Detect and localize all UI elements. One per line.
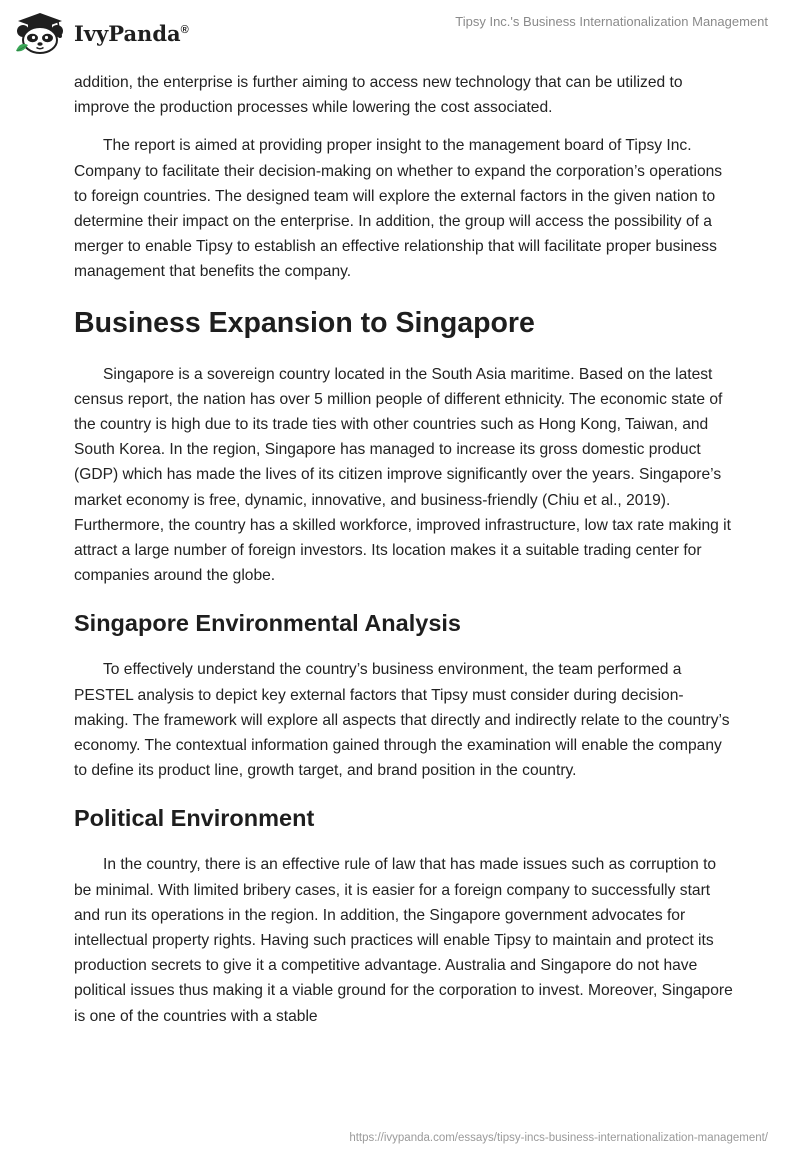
paragraph-pestel: To effectively understand the country’s business environment, the team performed a PESTEL analysis to depict key external factors that Tipsy must consider during decision-making. The framework will explore all aspects that directly and indirectly relate to the country’s economy. The contextual information gained through the examination will enable the company to define its product line, growth target, and brand position in the country. — [74, 661, 730, 780]
heading-environmental-analysis: Singapore Environmental Analysis — [74, 610, 461, 637]
registered-mark: ® — [180, 23, 189, 36]
source-url[interactable]: https://ivypanda.com/essays/tipsy-incs-business-internationalization-management/ — [349, 1132, 768, 1144]
ivypanda-logo[interactable] — [14, 10, 214, 56]
paragraph-singapore-overview: Singapore is a sovereign country located in the South Asia maritime. Based on the latest census report, the nation has over 5 million people of different ethnicity. The economic state of the country is high due to its trade ties with other countries such as Hong Kong, Taiwan, and South Korea. In the region, Singapore has managed to increase its gross domestic product (GDP) which has made the lives of its citizen improve significantly over the years. Singapore’s market economy is free, dynamic, innovative, and business-friendly (Chiu et al., 2019). Furthermore, the country has a skilled workforce, improved infrastructure, low tax rate making it attract a large number of foreign investors. Its location makes it a suitable trading center for companies around the globe. — [74, 365, 731, 585]
heading-business-expansion: Business Expansion to Singapore — [74, 306, 535, 339]
paragraph-report-aim: The report is aimed at providing proper insight to the management board of Tipsy Inc. Company to facilitate their decision-making on whether to expand the corporation’s operations to foreign countries. The designed team will explore the external factors in the given nation to determine their impact on the enterprise. In addition, the group will access the possibility of a merger to enable Tipsy to establish an effective relationship that will facilitate proper business management that benefits the company. — [74, 137, 723, 281]
paragraph-political: In the country, there is an effective rule of law that has made issues such as corruption to be minimal. With limited bribery cases, it is easier for a foreign company to successfully start and run its operations in the region. In addition, the Singapore government advocates for intellectual property rights. Having such practices will enable Tipsy to maintain and protect its production secrets to give it a competitive advantage. Australia and Singapore do not have political issues thus making it a viable ground for the corporation to invest. Moreover, Singapore is one of the countries with a stable — [74, 856, 733, 1025]
heading-political-environment: Political Environment — [74, 805, 315, 832]
document-title: Tipsy Inc.'s Business Internationalization Management — [455, 14, 768, 29]
panda-graduate-icon — [14, 11, 66, 55]
logo-text: IvyPanda® — [74, 20, 189, 46]
article-body — [74, 70, 734, 1042]
paragraph-intro-continued: addition, the enterprise is further aiming to access new technology that can be utilized to improve the production processes while lowering the cost associated. — [74, 74, 683, 117]
page-header — [0, 0, 800, 66]
